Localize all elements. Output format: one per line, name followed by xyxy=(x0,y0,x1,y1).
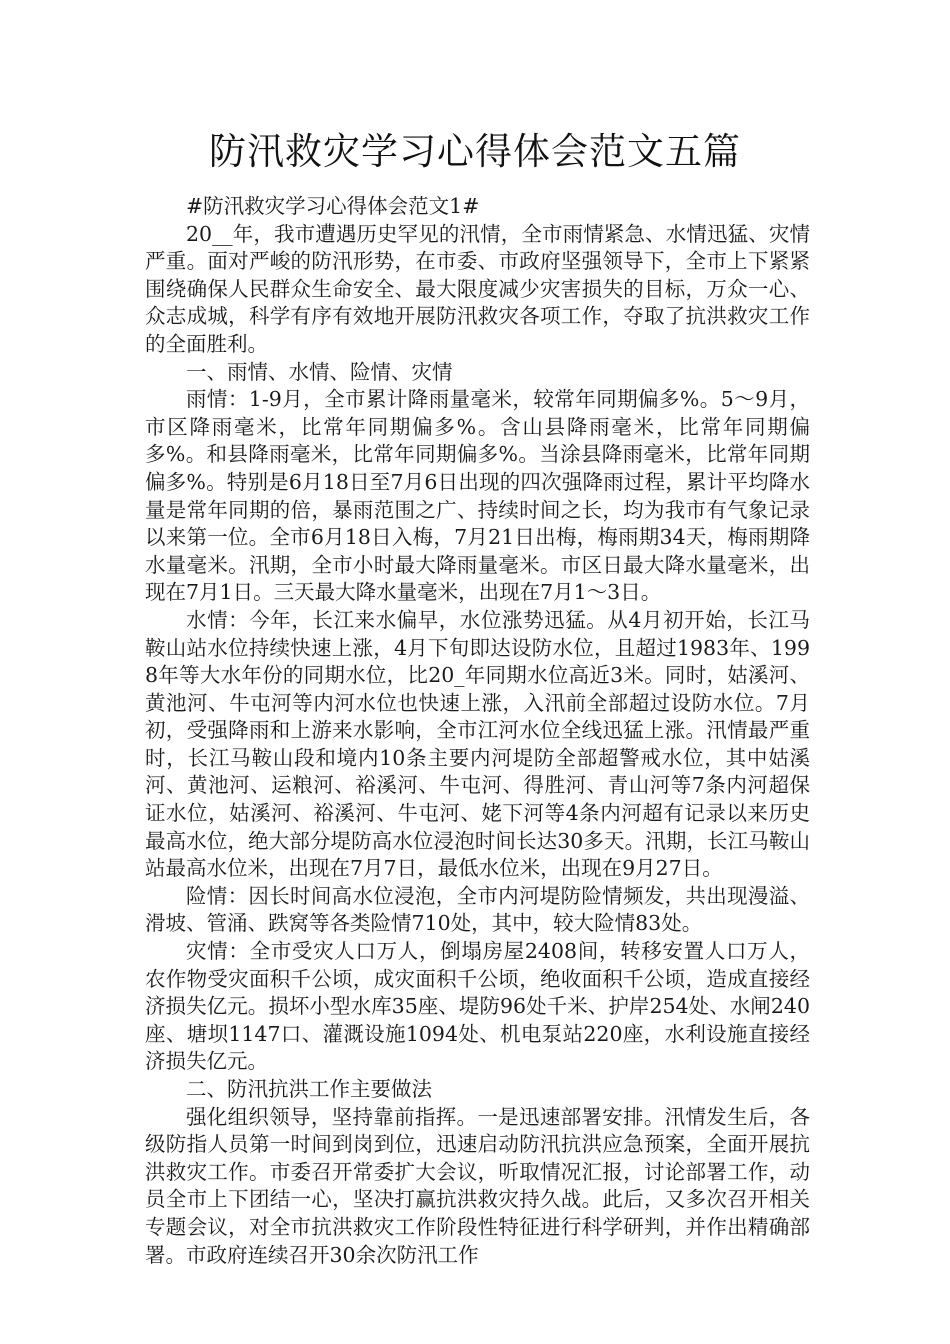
paragraph: 雨情：1-9月，全市累计降雨量毫米，较常年同期偏多%。5～9月，市区降雨毫米，比常年同期偏多%。含山县降雨毫米，比常年同期偏多%。和县降雨毫米，比常年同期偏多%。当涂县降雨毫米，比常年同期偏多%。特别是6月18日至7月6日出现的四次强降雨过程，累计平均降水量是常年同期的倍，暴雨范围之广、持续时间之长，均为我市有气象记录以来第一位。全市6月18日入梅，7月21日出梅，梅雨期34天，梅雨期降水量毫米。汛期，全市小时最大降雨量毫米。市区日最大降水量毫米，出现在7月1日。三天最大降水量毫米，出现在7月1～3日。 xyxy=(145,387,810,605)
paragraph: 强化组织领导，坚持靠前指挥。一是迅速部署安排。汛情发生后，各级防指人员第一时间到岗到位，迅速启动防汛抗洪应急预案，全面开展抗洪救灾工作。市委召开常委扩大会议，听取情况汇报，讨论部署工作，动员全市上下团结一心，坚决打赢抗洪救灾持久战。此后，又多次召开相关专题会议，对全市抗洪救灾工作阶段性特征进行科学研判，并作出精确部署。市政府连续召开30余次防汛工作 xyxy=(145,1104,810,1267)
paragraph: 险情：因长时间高水位浸泡，全市内河堤防险情频发，共出现漫溢、滑坡、管涌、跌窝等各类险情710处，其中，较大险情83处。 xyxy=(145,883,810,936)
document-title: 防汛救灾学习心得体会范文五篇 xyxy=(209,130,741,173)
paragraph: 20__年，我市遭遇历史罕见的汛情，全市雨情紧急、水情迅猛、灾情严重。面对严峻的防汛形势，在市委、市政府坚强领导下，全市上下紧紧围绕确保人民群众生命安全、最大限度减少灾害损失的目标，万众一心、众志成城，科学有序有效地开展防汛救灾各项工作，夺取了抗洪救灾工作的全面胜利。 xyxy=(145,221,810,356)
section-heading: 二、防汛抗洪工作主要做法 xyxy=(186,1077,432,1101)
paragraph: 水情：今年，长江来水偏早，水位涨势迅猛。从4月初开始，长江马鞍山站水位持续快速上涨，4月下旬即达设防水位，且超过1983年、1998年等大水年份的同期水位，比20_年同期水位高近3米。同时，姑溪河、黄池河、牛屯河等内河水位也快速上涨，入汛前全部超过设防水位。7月初，受强降雨和上游来水影响，全市江河水位全线迅猛上涨。汛情最严重时，长江马鞍山段和境内10条主要内河堤防全部超警戒水位，其中姑溪河、黄池河、运粮河、裕溪河、牛屯河、得胜河、青山河等7条内河超保证水位，姑溪河、裕溪河、牛屯河、姥下河等4条内河超有记录以来历史最高水位，绝大部分堤防高水位浸泡时间长达30多天。汛期，长江马鞍山站最高水位米，出现在7月7日，最低水位米，出现在9月27日。 xyxy=(145,607,810,881)
paragraph: 灾情：全市受灾人口万人，倒塌房屋2408间，转移安置人口万人，农作物受灾面积千公顷，成灾面积千公顷，绝收面积千公顷，造成直接经济损失亿元。损坏小型水库35座、堤防96处千米、护岸254处、水闸240座、塘坝1147口、灌溉设施1094处、机电泵站220座，水利设施直接经济损失亿元。 xyxy=(145,939,810,1074)
document-body xyxy=(145,193,810,1269)
section-heading: 一、雨情、水情、险情、灾情 xyxy=(186,359,453,384)
section-heading: #防汛救灾学习心得体会范文1# xyxy=(186,194,480,218)
